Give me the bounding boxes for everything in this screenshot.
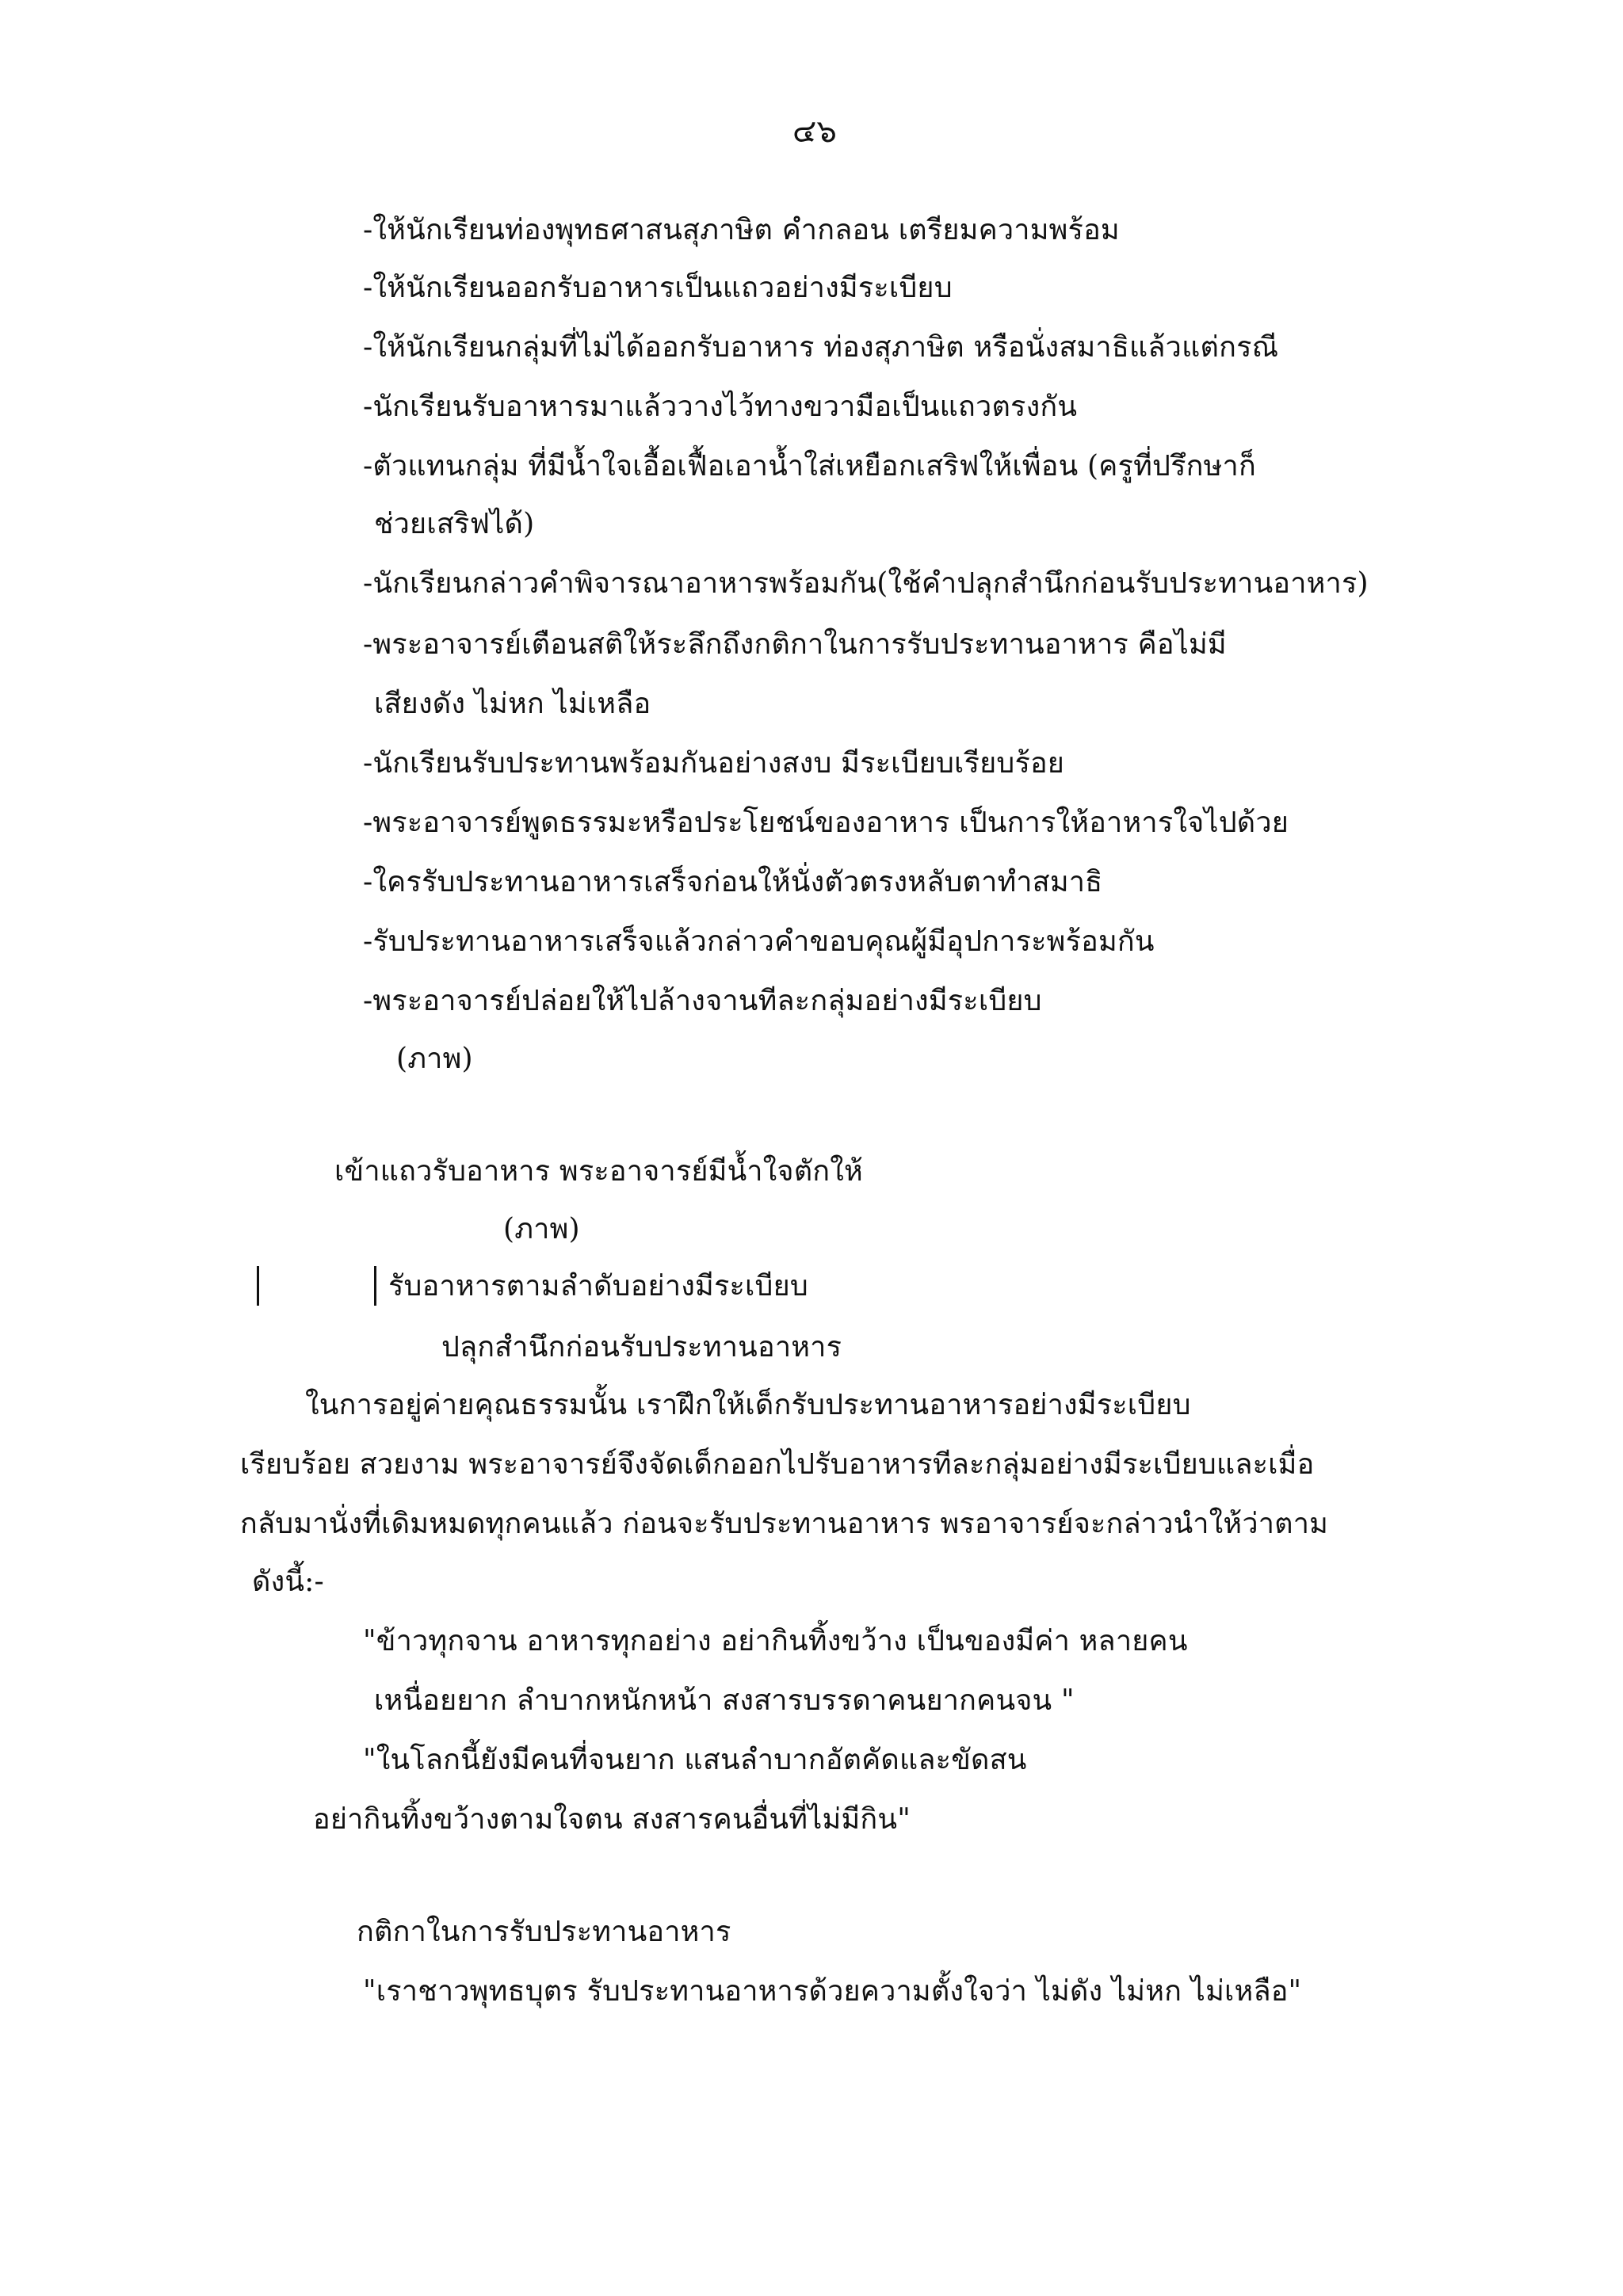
- activity-line: -นักเรียนกล่าวคำพิจารณาอาหารพร้อมกัน(ใช้คำปลุกสำนึกก่อนรับประทานอาหาร): [363, 567, 1369, 600]
- activity-line: -พระอาจารย์พูดธรรมะหรือประโยชน์ของอาหาร เป็นการให้อาหารใจไปด้วย: [363, 807, 1289, 839]
- photo-caption: เข้าแถวรับอาหาร พระอาจารย์มีน้ำใจตักให้: [334, 1155, 863, 1188]
- photo-placeholder-label: (ภาพ): [503, 1213, 580, 1245]
- verse-line: อย่ากินทิ้งขว้างตามใจตน สงสารคนอื่นที่ไม่มีกิน": [313, 1803, 911, 1836]
- photo-placeholder-label: (ภาพ): [396, 1043, 473, 1075]
- activity-line: -พระอาจารย์ปล่อยให้ไปล้างจานทีละกลุ่มอย่างมีระเบียบ: [363, 985, 1042, 1017]
- activity-line: -ตัวแทนกลุ่ม ที่มีน้ำใจเอื้อเฟื้อเอาน้ำใส่เหยือกเสริฟให้เพื่อน (ครูที่ปรึกษาก็: [363, 450, 1256, 482]
- rules-text: "เราชาวพุทธบุตร รับประทานอาหารด้วยความตั้งใจว่า ไม่ดัง ไม่หก ไม่เหลือ": [363, 1975, 1302, 2008]
- page-number: ๔๖: [792, 113, 838, 150]
- rules-heading: กติกาในการรับประทานอาหาร: [357, 1916, 731, 1948]
- activity-line: -นักเรียนรับประทานพร้อมกันอย่างสงบ มีระเบียบเรียบร้อย: [363, 747, 1065, 780]
- activity-line: -ใครรับประทานอาหารเสร็จก่อนให้นั่งตัวตรงหลับตาทำสมาธิ: [363, 866, 1103, 898]
- photo-frame-left-edge: [257, 1266, 259, 1306]
- activity-line: -พระอาจารย์เตือนสติให้ระลึกถึงกติกาในการรับประทานอาหาร คือไม่มี: [363, 628, 1227, 661]
- paragraph-line: ดังนี้:-: [252, 1566, 324, 1598]
- verse-line: "ในโลกนี้ยังมีคนที่จนยาก แสนลำบากอัตคัดและขัดสน: [363, 1744, 1027, 1776]
- activity-line: เสียงดัง ไม่หก ไม่เหลือ: [374, 688, 651, 720]
- activity-line: -รับประทานอาหารเสร็จแล้วกล่าวคำขอบคุณผู้มีอุปการะพร้อมกัน: [363, 925, 1155, 958]
- photo-caption: รับอาหารตามลำดับอย่างมีระเบียบ: [388, 1270, 808, 1302]
- section-heading: ปลุกสำนึกก่อนรับประทานอาหาร: [441, 1331, 842, 1363]
- paragraph-line: กลับมานั่งที่เดิมหมดทุกคนแล้ว ก่อนจะรับประทานอาหาร พรอาจารย์จะกล่าวนำให้ว่าตาม: [240, 1508, 1329, 1540]
- activity-line: -ให้นักเรียนออกรับอาหารเป็นแถวอย่างมีระเบียบ: [363, 272, 953, 304]
- paragraph-line: ในการอยู่ค่ายคุณธรรมนั้น เราฝึกให้เด็กรับประทานอาหารอย่างมีระเบียบ: [305, 1389, 1191, 1421]
- verse-line: เหนื่อยยาก ลำบากหนักหน้า สงสารบรรดาคนยากคนจน ": [374, 1684, 1075, 1717]
- activity-line: -นักเรียนรับอาหารมาแล้ววางไว้ทางขวามือเป็นแถวตรงกัน: [363, 391, 1078, 423]
- activity-line: -ให้นักเรียนท่องพุทธศาสนสุภาษิต คำกลอน เตรียมความพร้อม: [363, 214, 1120, 246]
- verse-line: "ข้าวทุกจาน อาหารทุกอย่าง อย่ากินทิ้งขว้าง เป็นของมีค่า หลายคน: [363, 1625, 1188, 1657]
- paragraph-line: เรียบร้อย สวยงาม พระอาจารย์จึงจัดเด็กออกไปรับอาหารทีละกลุ่มอย่างมีระเบียบและเมื่อ: [240, 1448, 1315, 1481]
- photo-frame-right-edge: [374, 1266, 376, 1306]
- activity-line: -ให้นักเรียนกลุ่มที่ไม่ได้ออกรับอาหาร ท่องสุภาษิต หรือนั่งสมาธิแล้วแต่กรณี: [363, 331, 1279, 364]
- activity-line: ช่วยเสริฟได้): [374, 508, 535, 540]
